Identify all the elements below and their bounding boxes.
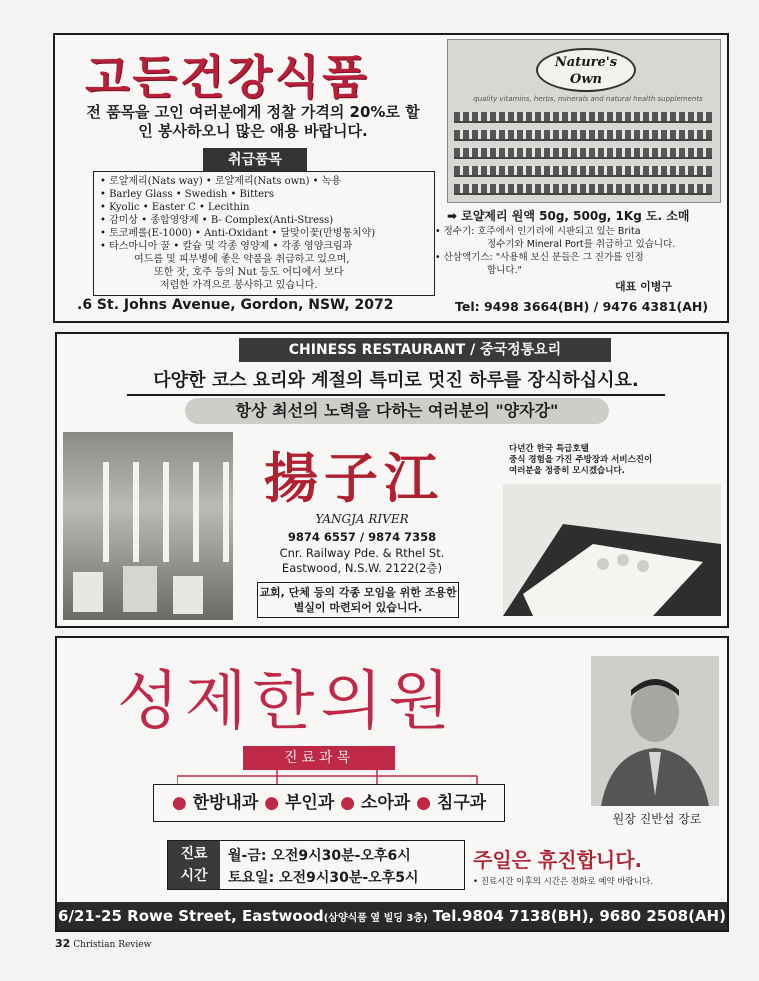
- clinic-title: 성제한의원: [117, 665, 457, 739]
- clinic-phone: Tel.9804 7138(BH), 9680 2508(AH): [427, 907, 726, 925]
- item-line: • Kyolic • Easter C • Lecithin: [100, 202, 250, 213]
- clinic-ad: [55, 636, 729, 932]
- page-number: 32: [55, 937, 71, 950]
- ginseng-line-1: • 산삼액기스: "사용해 보신 분들은 그 진가를 인정: [435, 252, 644, 263]
- director-caption: 원장 진반섭 장로: [612, 812, 702, 826]
- shelf-row: [454, 166, 712, 177]
- chairs-graphic: [63, 552, 233, 620]
- dept-item: 소아과: [360, 793, 411, 813]
- address-line-2: Eastwood, N.S.W. 2122(2층): [281, 561, 443, 575]
- window-frame: [133, 462, 139, 562]
- logo-line-1: Nature's: [554, 55, 618, 70]
- window-frame: [163, 462, 169, 562]
- chef-note: [509, 444, 709, 477]
- restaurant-address: [247, 546, 477, 576]
- item-line: • 타스마니아 꿀 • 칼슘 및 각종 영양제 • 각종 영양크림과: [100, 241, 353, 252]
- store-address: .6 St. Johns Avenue, Gordon, NSW, 2072: [77, 297, 394, 313]
- item-line: • 감미상 • 종합영양제 • B- Complex(Anti-Stress): [100, 215, 334, 226]
- connector-lines: [177, 770, 487, 784]
- page-footer: [55, 937, 151, 950]
- restaurant-name-en: YANGJA RIVER: [315, 512, 409, 526]
- item-line: • Barley Glass • Swedish • Bitters: [100, 189, 274, 200]
- shelf-row: [454, 112, 712, 123]
- chef-note-line-1: 다년간 한국 특급호텔: [509, 444, 589, 454]
- item-line: 여드름 및 피부병에 좋은 약품을 취급하고 있으며,: [134, 254, 350, 265]
- product-line: ➡ 로얄제리 원액 50g, 500g, 1Kg 도. 소매: [447, 209, 690, 223]
- logo-line-2: Own: [570, 72, 602, 87]
- clinic-contact-bar: [57, 902, 727, 930]
- chef-note-line-2: 중식 경험을 가진 주방장과 서비스진이: [509, 455, 653, 465]
- health-food-ad: [53, 33, 729, 323]
- publication-name: Christian Review: [73, 940, 152, 950]
- private-room-note: 교회, 단체 등의 각종 모임을 위한 조용한 별실이 마련되어 있습니다.: [257, 582, 459, 618]
- restaurant-phone: 9874 6557 / 9874 7358: [287, 530, 437, 544]
- window-frame: [223, 462, 229, 562]
- clinic-address-note: (삼양식품 옆 빌딩 3층): [323, 913, 428, 924]
- window-frame: [103, 462, 109, 562]
- address-line-1: Cnr. Railway Pde. & Rthel St.: [279, 546, 445, 560]
- department-list: ● 한방내과 ● 부인과 ● 소아과 ● 침구과: [153, 784, 505, 822]
- restaurant-header: CHINESS RESTAURANT / 중국정통요리: [239, 338, 611, 362]
- product-details: [435, 225, 725, 277]
- category-label: 취급품목: [203, 148, 307, 172]
- window-frame: [193, 462, 199, 562]
- ad-intro: 전 품목을 고인 여러분에게 정찰 가격의 20%로 할인 봉사하오니 많은 애용 바랍니다.: [86, 103, 420, 140]
- hours-box: [167, 840, 465, 890]
- representative: 대표 이병구: [615, 280, 672, 293]
- chef-note-line-3: 여러분을 정중히 모시겠습니다.: [509, 466, 625, 476]
- clinic-address: 6/21-25 Rowe Street, Eastwood: [58, 907, 324, 925]
- water-line-2: 정수기와 Mineral Port를 취급하고 있습니다.: [487, 239, 676, 250]
- saturday-hours: 토요일: 오전9시30분-오후5시: [228, 870, 419, 886]
- restaurant-logo: 揚子江: [264, 446, 444, 510]
- store-phone: Tel: 9498 3664(BH) / 9476 4381(AH): [455, 299, 709, 314]
- hours-label-line-1: 진료: [180, 846, 208, 862]
- director-portrait: [591, 656, 719, 806]
- restaurant-slogan: 다양한 코스 요리와 계절의 특미로 멋진 하루를 장식하십시요.: [127, 368, 665, 396]
- shop-shelf-photo: [447, 39, 721, 203]
- shelf-row: [454, 148, 712, 159]
- restaurant-ad: [55, 332, 729, 628]
- item-line: • 로얄제리(Nats way) • 로얄제리(Nats own) • 녹용: [100, 176, 342, 187]
- items-list: [93, 171, 435, 296]
- shelf-row: [454, 130, 712, 141]
- natures-own-logo: [536, 48, 636, 92]
- item-line: • 토코페롤(E-1000) • Anti-Oxidant • 달맞이꽃(만병통치약): [100, 228, 376, 239]
- dining-room-photo: [63, 432, 233, 620]
- dept-item: 한방내과: [192, 793, 259, 813]
- water-line-1: • 정수기: 호주에서 인기리에 시판되고 있는 Brita: [435, 226, 641, 237]
- item-line: 또한 잣, 호주 등의 Nut 등도 어디에서 보다: [154, 267, 344, 278]
- hours-label-line-2: 시간: [180, 868, 208, 884]
- dept-item: 부인과: [284, 793, 335, 813]
- ginseng-line-2: 합니다.": [487, 265, 522, 276]
- weekday-hours: 월-금: 오전9시30분-오후6시: [228, 848, 411, 864]
- ad-title: 고든건강식품: [85, 50, 370, 104]
- portrait-graphic: [591, 656, 719, 806]
- sunday-closed: 주일은 휴진합니다.: [473, 848, 643, 872]
- dept-item: 침구과: [436, 793, 487, 813]
- logo-tagline: quality vitamins, herbs, minerals and natural health supplements: [473, 95, 703, 103]
- restaurant-slogan-2: 항상 최선의 노력을 다하는 여러분의 "양자강": [185, 398, 609, 424]
- hours-label: [168, 841, 220, 889]
- table-graphic: [503, 484, 721, 616]
- shelf-row: [454, 184, 712, 195]
- item-line: 저렴한 가격으로 봉사하고 있습니다.: [160, 280, 318, 291]
- table-setting-photo: [503, 484, 721, 616]
- department-label: 진료과목: [243, 746, 395, 770]
- hours-note: • 진료시간 이후의 시간은 전화로 예약 바랍니다.: [473, 877, 653, 887]
